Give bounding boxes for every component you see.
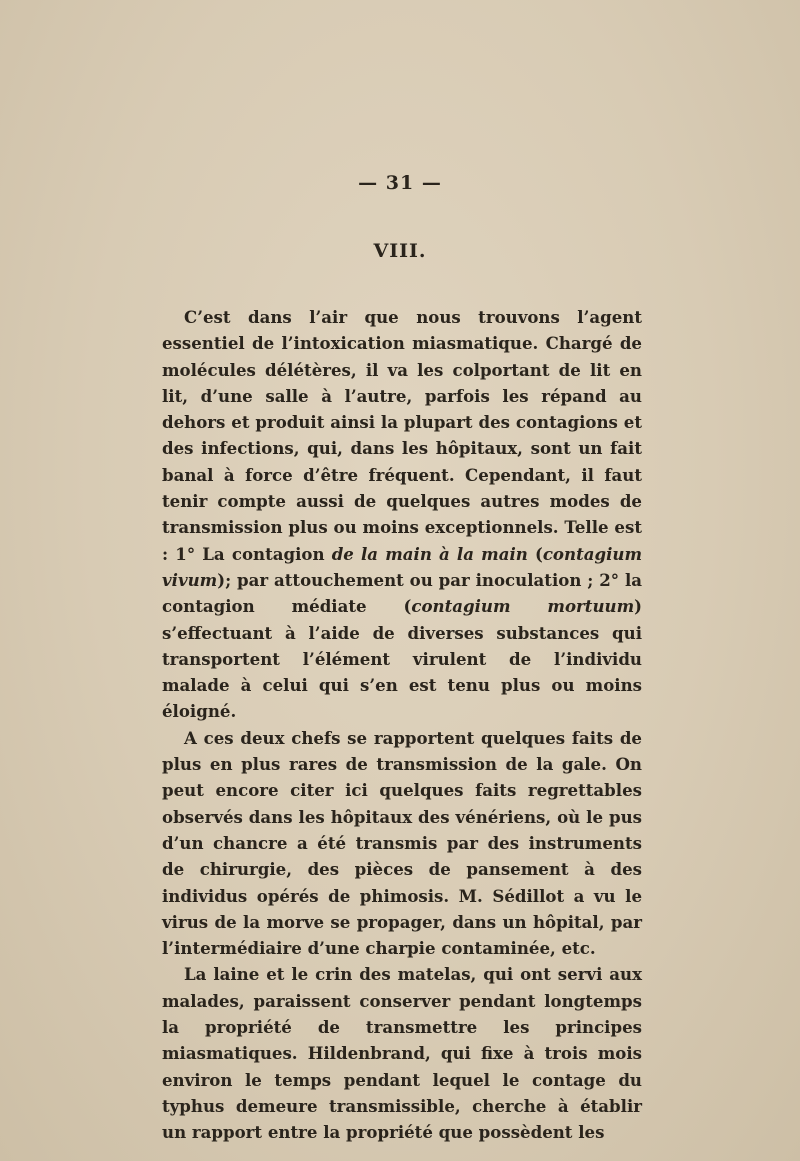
paragraph-1-part-7: ) s’effectuant à l’aide de diverses substances qui transportent l’élément virulent de l’individu malade à celui qui s’en est tenu plus ou moins éloigné. (162, 596, 643, 722)
paragraph-2 (162, 725, 642, 962)
paragraph-1 (162, 304, 642, 725)
paragraph-3 (162, 961, 642, 1145)
paragraph-1-part-4: contagium vivum (162, 543, 643, 590)
section-title: VIII. (373, 240, 427, 262)
paragraph-1-part-1: C’est dans l’air que nous trouvons l’agent essentiel de l’intoxication miasmatique. Chargé de molécules délétères, il va les colportant de lit en lit, d’une salle à l’autre, parfois les répand au dehors et produit ainsi la plupart des contagions et des infections, qui, dans les hôpitaux, sont un fait banal à force d’être fréquent. Cependant, il faut tenir compte aussi de quelques autres modes de transmission plus ou moins exceptionnels. Telle est : 1° La contagion (162, 307, 642, 564)
paragraph-1-part-6: contagium mortuum (411, 596, 635, 617)
paragraph-3-part-1: La laine et le crin des matelas, qui ont servi aux malades, paraissent conserver pendant longtemps la propriété de transmettre les principes miasmatiques. Hildenbrand, qui fixe à trois mois environ le temps pendant lequel le contage du typhus demeure transmissible, cherche à établir un rapport entre la propriété que possèdent les (162, 964, 642, 1143)
body-text (162, 304, 642, 1146)
paragraph-2-part-1: A ces deux chefs se rapportent quelques faits de plus en plus rares de transmission de la gale. On peut encore citer ici quelques faits regrettables observés dans les hôpitaux des vénériens, où le pus d’un chancre a été transmis par des instruments de chirurgie, des pièces de pansement à des individus opérés de phimosis. M. Sédillot a vu le virus de la morve se propager, dans un hôpital, par l’intermédiaire d’une charpie contaminée, etc. (162, 727, 642, 959)
page-number: — 31 — (358, 172, 442, 194)
paragraph-1-part-2: de la main à la main (331, 543, 528, 564)
paragraph-1-part-5: ); par attouchement ou par inoculation ; 2° la contagion médiate ( (162, 569, 642, 617)
paragraph-1-part-3: ( (527, 543, 543, 564)
